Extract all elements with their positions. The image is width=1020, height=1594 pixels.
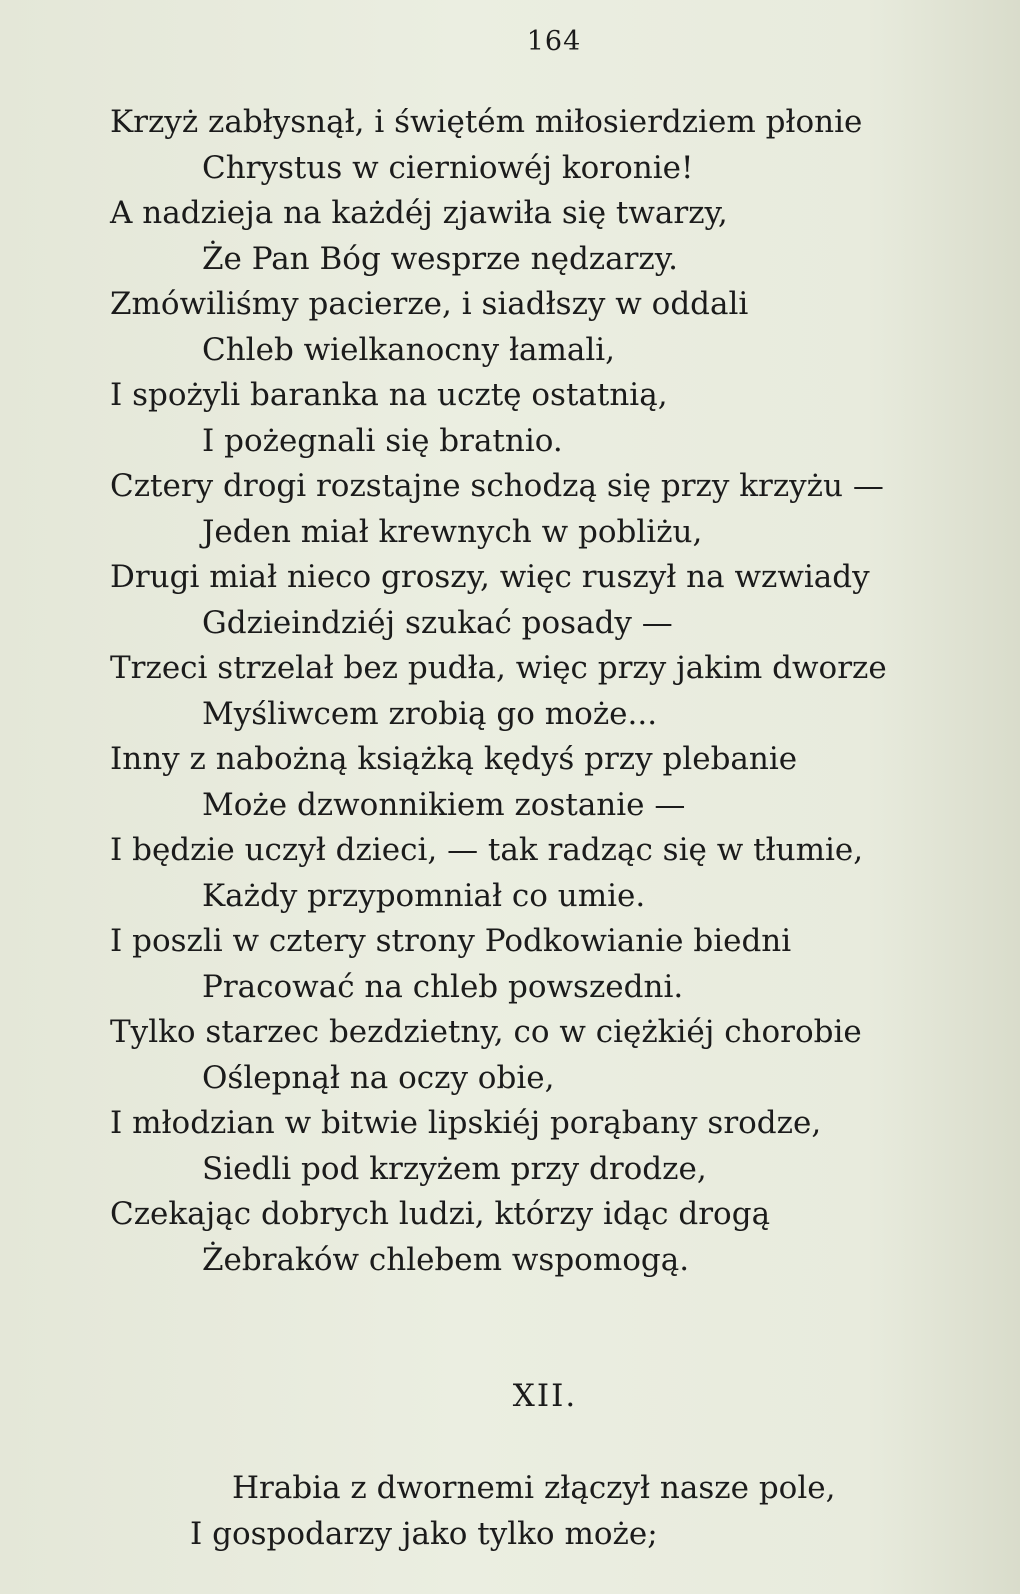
poem-stanza xyxy=(110,100,990,1283)
poem-line: Krzyż zabłysnął, i świętém miłosierdziem płonie xyxy=(110,104,863,140)
poem-line: Może dzwonnikiem zostanie — xyxy=(202,786,686,823)
poem-line: Chleb wielkanocny łamali, xyxy=(202,331,616,368)
section-heading: XII. xyxy=(512,1378,578,1414)
poem-line: I gospodarzy jako tylko może; xyxy=(190,1515,658,1552)
poem-line: Trzeci strzelał bez pudła, więc przy jakim dworze xyxy=(110,650,887,686)
poem-line: I będzie uczył dzieci, — tak radząc się w tłumie, xyxy=(110,832,864,868)
poem-line: I spożyli baranka na ucztę ostatnią, xyxy=(110,377,668,413)
poem-line: Cztery drogi rozstajne schodzą się przy krzyżu — xyxy=(110,468,884,504)
poem-line: Każdy przypomniał co umie. xyxy=(202,877,646,914)
poem-line: Czekając dobrych ludzi, którzy idąc drogą xyxy=(110,1196,771,1232)
poem-line: I młodzian w bitwie lipskiéj porąbany srodze, xyxy=(110,1105,822,1141)
poem-line: Że Pan Bóg wesprze nędzarzy. xyxy=(202,240,679,277)
poem-section-start xyxy=(190,1466,970,1557)
poem-line: Zmówiliśmy pacierze, i siadłszy w oddali xyxy=(110,286,749,322)
poem-line: Drugi miał nieco groszy, więc ruszył na wzwiady xyxy=(110,559,870,595)
poem-line: A nadzieja na każdéj zjawiła się twarzy, xyxy=(110,195,728,231)
poem-line: Jeden miał krewnych w pobliżu, xyxy=(202,513,703,550)
poem-line: Oślepnął na oczy obie, xyxy=(202,1059,555,1096)
poem-line: Tylko starzec bezdzietny, co w ciężkiéj chorobie xyxy=(110,1014,862,1050)
poem-line: Żebraków chlebem wspomogą. xyxy=(202,1241,690,1278)
poem-line: Hrabia z dwornemi złączył nasze pole, xyxy=(232,1470,836,1506)
poem-line: Pracować na chleb powszedni. xyxy=(202,968,684,1005)
page-number: 164 xyxy=(526,26,582,57)
poem-line: Myśliwcem zrobią go może... xyxy=(202,695,658,732)
poem-line: Inny z nabożną książką kędyś przy plebanie xyxy=(110,741,798,777)
poem-line: Siedli pod krzyżem przy drodze, xyxy=(202,1150,707,1187)
poem-line: I poszli w cztery strony Podkowianie biedni xyxy=(110,923,792,959)
poem-line: I pożegnali się bratnio. xyxy=(202,422,563,459)
poem-line: Chrystus w cierniowéj koronie! xyxy=(202,149,694,186)
poem-line: Gdzieindziéj szukać posady — xyxy=(202,604,673,641)
